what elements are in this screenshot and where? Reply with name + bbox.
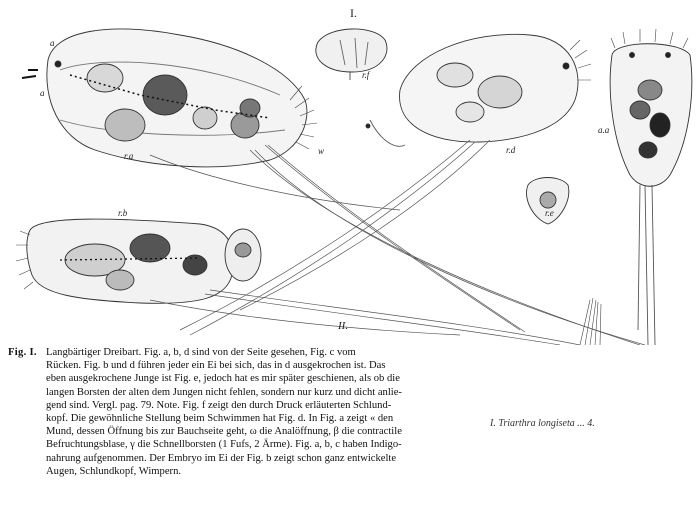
species-handwritten-note: I. Triarthra longiseta ... 4. xyxy=(490,418,595,429)
label-fig-w: w xyxy=(318,146,325,156)
caption-line: Befruchtungsblase, γ die Schnellborsten (1 Fufs, 2 Ärme). Fig. a, b, c haben Indigo- xyxy=(46,439,402,451)
figure-c-head xyxy=(316,29,387,80)
label-fig-e: r.e xyxy=(545,208,554,218)
plate-roman-numeral-2: II. xyxy=(338,320,349,332)
figure-b-bristles xyxy=(150,290,580,345)
caption-body xyxy=(46,346,466,478)
bristle-tuft xyxy=(580,298,601,345)
caption-line: gend sind. Vergl. pag. 79. Note. Fig. f zeigt den durch Druck erläuterten Schlund- xyxy=(46,399,392,411)
label-fig-n: r.a xyxy=(124,151,134,161)
label-fig-a: a xyxy=(50,38,55,48)
caption-line: Langbärtiger Dreibart. Fig. a, b, d sind von der Seite gesehen, Fig. c vom xyxy=(46,347,356,358)
caption-line: langen Borsten der alten dem Jungen nicht fehlen, sondern nur kurz und dicht anlie- xyxy=(46,386,402,398)
label-fig-left: a xyxy=(40,88,45,98)
caption-line: nahrung aufgenommen. Der Embryo im Ei der Fig. b zeigt schon ganz entwickelte xyxy=(46,452,397,464)
figure-d-animal xyxy=(366,34,591,146)
caption-line: eben ausgekrochene Junge ist Fig. e, jedoch hat es mir später geschienen, als ob die xyxy=(46,373,400,385)
label-fig-c: r.f xyxy=(362,70,370,80)
caption-heading: Fig. I. xyxy=(8,347,37,358)
label-fig-b: r.b xyxy=(118,208,128,218)
caption-line: Augen, Schlundkopf, Wimpern. xyxy=(46,465,182,477)
caption-line: kopf. Die gewöhnliche Stellung beim Schwimmen hat Fig. d. In Fig. a zeigt « den xyxy=(46,413,394,425)
figure-a-animal xyxy=(22,29,317,167)
figure-b-animal xyxy=(16,219,261,303)
caption-line: Mund, dessen Öffnung bis zur Bauchseite geht, ω die Analöffnung, β die contractile xyxy=(46,426,402,438)
caption-line: Rücken. Fig. b und d führen jeder ein Ei bei sich, das in d ausgekrochen ist. Das xyxy=(46,360,386,372)
label-fig-d: r.d xyxy=(506,145,516,155)
plate-roman-numeral-1: I. xyxy=(350,6,357,20)
figure-right-animal xyxy=(610,29,692,345)
label-fig-aa: a.a xyxy=(598,125,610,135)
